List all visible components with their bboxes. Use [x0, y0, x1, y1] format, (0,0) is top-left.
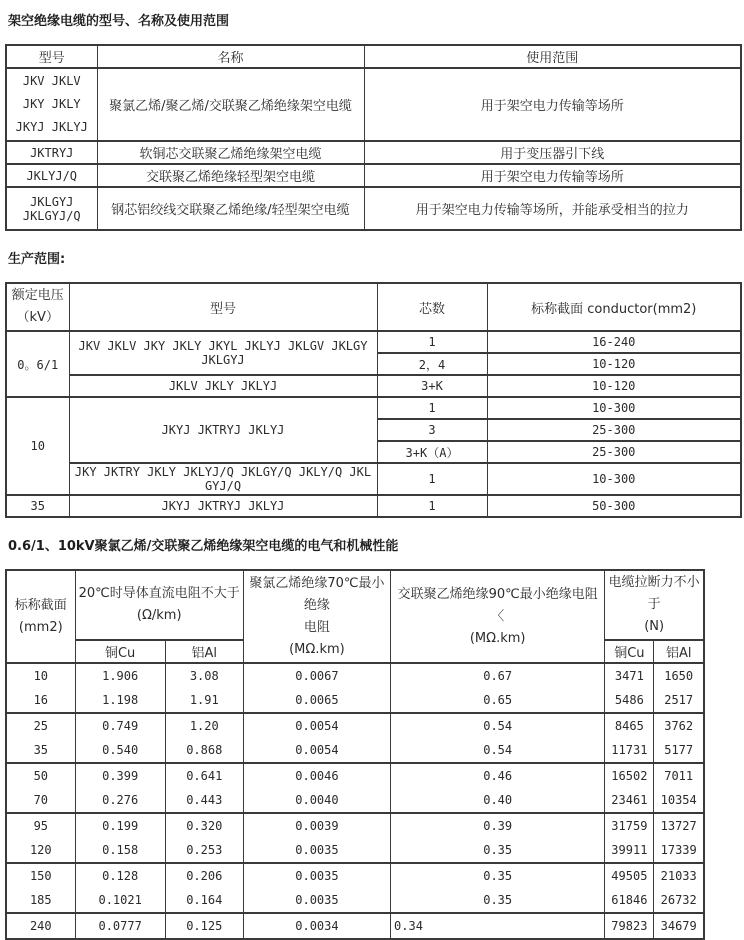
table-cell: 13727 — [654, 813, 704, 838]
column-header-usage: 使用范围 — [364, 45, 741, 68]
section2-title: 生产范围: — [8, 252, 66, 267]
table-cell: 95 — [6, 813, 75, 838]
subcolumn-header-copper: 铜Cu — [75, 640, 165, 663]
table-cell: 3.08 — [165, 663, 243, 688]
table-row — [6, 397, 741, 419]
table-row — [6, 375, 741, 397]
table-cell: 23461 — [605, 788, 654, 813]
table-cell: 3762 — [654, 713, 704, 738]
table-cell: 0.35 — [391, 888, 605, 913]
table-cell: 0.46 — [391, 763, 605, 788]
table-cell: 0.35 — [391, 863, 605, 888]
table-cell: 79823 — [605, 913, 654, 939]
subcolumn-header-aluminum: 铝Al — [654, 640, 704, 663]
table-cell: 10 — [6, 397, 69, 495]
table-row — [6, 187, 741, 230]
table-cell: 10-120 — [487, 375, 741, 397]
table-cell: 16502 — [605, 763, 654, 788]
table-row — [6, 141, 741, 164]
table-cell: 25-300 — [487, 419, 741, 441]
table-cell: 5486 — [605, 688, 654, 713]
table-cell: 0.0040 — [243, 788, 390, 813]
table-row — [6, 763, 704, 788]
table-row — [6, 331, 741, 353]
table-header-row — [6, 283, 741, 331]
table-header-row — [6, 45, 741, 68]
table-cell: 2，4 — [377, 353, 487, 375]
table-cell: 120 — [6, 838, 75, 863]
performance-row-group — [6, 913, 704, 939]
table-cell: JKYJ JKTRYJ JKLYJ — [69, 495, 377, 517]
table-cell: 8465 — [605, 713, 654, 738]
performance-row-group — [6, 813, 704, 863]
column-header-name: 名称 — [97, 45, 364, 68]
section1-title: 架空绝缘电缆的型号、名称及使用范围 — [8, 14, 230, 29]
production-range-table-body — [6, 331, 741, 517]
table-cell: 10-120 — [487, 353, 741, 375]
table-cell: 0.0067 — [243, 663, 390, 688]
table-cell: 1.198 — [75, 688, 165, 713]
table-cell: 7011 — [654, 763, 704, 788]
performance-row-group — [6, 863, 704, 913]
column-header-cores: 芯数 — [377, 283, 487, 331]
model-usage-table-body — [6, 68, 741, 230]
table-cell: 0.320 — [165, 813, 243, 838]
section3-title: 0.6/1、10kV聚氯乙烯/交联聚乙烯绝缘架空电缆的电气和机械性能 — [8, 539, 399, 555]
table-cell: JKLYJ/Q — [6, 164, 97, 187]
table-cell: 1650 — [654, 663, 704, 688]
table-cell: 0.164 — [165, 888, 243, 913]
table-cell: 0.206 — [165, 863, 243, 888]
table-cell: 1 — [377, 463, 487, 495]
table-cell: 0.0035 — [243, 888, 390, 913]
table-cell: 3471 — [605, 663, 654, 688]
table-cell: 25 — [6, 713, 75, 738]
table-cell: 0.67 — [391, 663, 605, 688]
subcolumn-header-aluminum: 铝Al — [165, 640, 243, 663]
column-group-breaking-force: 电缆拉断力不小于 (N) — [605, 570, 704, 640]
table-cell: 0.1021 — [75, 888, 165, 913]
performance-table — [5, 569, 705, 940]
column-header-model: 型号 — [6, 45, 97, 68]
table-cell: JKLV JKLY JKLYJ — [69, 375, 377, 397]
table-cell: 0.54 — [391, 713, 605, 738]
table-row — [6, 888, 704, 913]
table-cell: 0.0046 — [243, 763, 390, 788]
table-row — [6, 463, 741, 495]
table-cell: 0.399 — [75, 763, 165, 788]
column-header-nominal-section: 标称截面 (mm2) — [6, 570, 75, 663]
table-cell: 用于架空电力传输等场所 — [364, 164, 741, 187]
column-header-rated-voltage: 额定电压 （kV） — [6, 283, 69, 331]
table-cell: 0.128 — [75, 863, 165, 888]
production-range-table — [5, 282, 742, 518]
table-cell: 0.749 — [75, 713, 165, 738]
table-cell: 0.54 — [391, 738, 605, 763]
table-row — [6, 495, 741, 517]
column-header-pvc-insulation-resistance: 聚氯乙烯绝缘70℃最小绝缘 电阻 (MΩ.km) — [243, 570, 390, 663]
table-cell: 0.158 — [75, 838, 165, 863]
table-cell: 0.253 — [165, 838, 243, 863]
table-cell: 50 — [6, 763, 75, 788]
table-row — [6, 688, 704, 713]
table-cell: 0.0034 — [243, 913, 390, 939]
table-cell: 2517 — [654, 688, 704, 713]
table-row — [6, 913, 704, 939]
table-cell: 0.35 — [391, 838, 605, 863]
table-cell: 0。6/1 — [6, 331, 69, 397]
table-cell: 0.0065 — [243, 688, 390, 713]
table-cell: 用于架空电力传输等场所 — [364, 68, 741, 141]
table-cell: 0.0035 — [243, 838, 390, 863]
table-cell: JKV JKLV JKY JKLY JKYJ JKLYJ — [6, 68, 97, 141]
table-header-row — [6, 570, 704, 640]
table-cell: 185 — [6, 888, 75, 913]
table-row — [6, 663, 704, 688]
table-cell: 16 — [6, 688, 75, 713]
table-cell: 交联聚乙烯绝缘轻型架空电缆 — [97, 164, 364, 187]
table-cell: 11731 — [605, 738, 654, 763]
table-cell: 3+K — [377, 375, 487, 397]
column-header-xlpe-insulation-resistance: 交联聚乙烯绝缘90℃最小绝缘电阻〈 (MΩ.km) — [391, 570, 605, 663]
table-cell: 49505 — [605, 863, 654, 888]
table-row — [6, 838, 704, 863]
table-cell: JKYJ JKTRYJ JKLYJ — [69, 397, 377, 463]
table-cell: 0.0035 — [243, 863, 390, 888]
table-row — [6, 738, 704, 763]
table-cell: JKLGYJ JKLGYJ/Q — [6, 187, 97, 230]
table-cell: 10-300 — [487, 463, 741, 495]
table-cell: 钢芯铝绞线交联聚乙烯绝缘/轻型架空电缆 — [97, 187, 364, 230]
table-cell: 软铜芯交联聚乙烯绝缘架空电缆 — [97, 141, 364, 164]
table-row — [6, 813, 704, 838]
table-cell: 0.868 — [165, 738, 243, 763]
table-cell: 聚氯乙烯/聚乙烯/交联聚乙烯绝缘架空电缆 — [97, 68, 364, 141]
table-cell: 10-300 — [487, 397, 741, 419]
table-cell: JKY JKTRY JKLY JKLYJ/Q JKLGY/Q JKLY/Q JKLGYJ/Q — [69, 463, 377, 495]
column-header-conductor-section: 标称截面 conductor(mm2) — [487, 283, 741, 331]
table-cell: 0.199 — [75, 813, 165, 838]
table-cell: 31759 — [605, 813, 654, 838]
table-cell: 0.34 — [391, 913, 605, 939]
table-cell: 0.0054 — [243, 738, 390, 763]
table-cell: 16-240 — [487, 331, 741, 353]
table-cell: 1 — [377, 495, 487, 517]
table-cell: 21033 — [654, 863, 704, 888]
table-cell: 1 — [377, 397, 487, 419]
performance-row-group — [6, 763, 704, 813]
table-cell: 10354 — [654, 788, 704, 813]
table-cell: 3+K（A） — [377, 441, 487, 463]
table-cell: 3 — [377, 419, 487, 441]
model-usage-table — [5, 44, 742, 231]
table-cell: 150 — [6, 863, 75, 888]
performance-row-group — [6, 663, 704, 713]
table-cell: 0.540 — [75, 738, 165, 763]
table-cell: 用于变压器引下线 — [364, 141, 741, 164]
table-cell: 1 — [377, 331, 487, 353]
table-cell: JKV JKLV JKY JKLY JKYL JKLYJ JKLGV JKLGY JKLGYJ — [69, 331, 377, 375]
table-cell: 1.20 — [165, 713, 243, 738]
table-cell: 39911 — [605, 838, 654, 863]
table-cell: 35 — [6, 738, 75, 763]
table-cell: 0.443 — [165, 788, 243, 813]
table-cell: 1.906 — [75, 663, 165, 688]
subcolumn-header-copper: 铜Cu — [605, 640, 654, 663]
table-cell: 25-300 — [487, 441, 741, 463]
table-cell: 70 — [6, 788, 75, 813]
table-cell: 26732 — [654, 888, 704, 913]
table-cell: 0.0054 — [243, 713, 390, 738]
table-cell: JKTRYJ — [6, 141, 97, 164]
table-cell: 5177 — [654, 738, 704, 763]
table-cell: 10 — [6, 663, 75, 688]
table-cell: 0.40 — [391, 788, 605, 813]
table-cell: 0.65 — [391, 688, 605, 713]
performance-row-group — [6, 713, 704, 763]
table-row — [6, 164, 741, 187]
table-row — [6, 713, 704, 738]
column-header-model: 型号 — [69, 283, 377, 331]
table-cell: 用于架空电力传输等场所，并能承受相当的拉力 — [364, 187, 741, 230]
table-row — [6, 788, 704, 813]
column-group-dc-resistance: 20℃时导体直流电阻不大于 (Ω/km) — [75, 570, 243, 640]
table-row — [6, 863, 704, 888]
table-cell: 0.276 — [75, 788, 165, 813]
table-cell: 0.641 — [165, 763, 243, 788]
table-cell: 34679 — [654, 913, 704, 939]
table-row — [6, 68, 741, 141]
table-cell: 0.0777 — [75, 913, 165, 939]
table-cell: 35 — [6, 495, 69, 517]
table-cell: 1.91 — [165, 688, 243, 713]
table-cell: 240 — [6, 913, 75, 939]
table-cell: 0.125 — [165, 913, 243, 939]
table-cell: 50-300 — [487, 495, 741, 517]
table-cell: 17339 — [654, 838, 704, 863]
table-cell: 61846 — [605, 888, 654, 913]
table-cell: 0.39 — [391, 813, 605, 838]
table-cell: 0.0039 — [243, 813, 390, 838]
